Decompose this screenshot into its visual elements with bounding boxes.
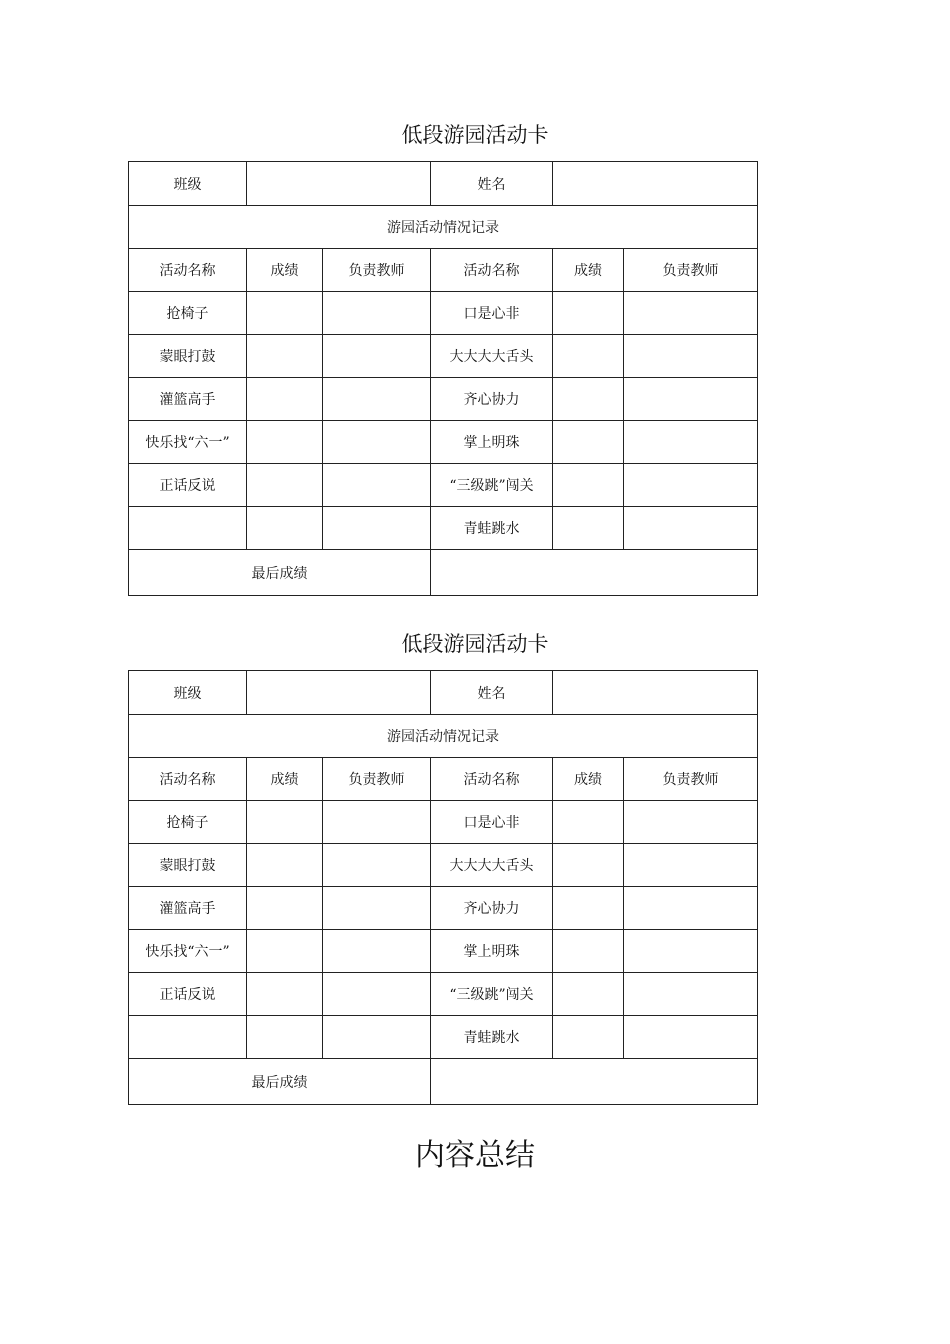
teacher-header: 负责教师 [323, 249, 431, 292]
activity-name-cell: 掌上明珠 [431, 421, 553, 464]
info-row [129, 671, 758, 715]
name-label: 姓名 [431, 671, 553, 715]
table-row [129, 887, 758, 930]
class-field[interactable] [247, 671, 431, 715]
column-header-row [129, 758, 758, 801]
record-header: 游园活动情况记录 [129, 715, 758, 758]
activity-card-table [128, 670, 758, 1105]
activity-name-cell: 灌篮高手 [129, 887, 247, 930]
teacher-cell[interactable] [323, 292, 431, 335]
activity-name-cell: 快乐找“六一” [129, 421, 247, 464]
teacher-cell[interactable] [323, 507, 431, 550]
score-cell[interactable] [247, 378, 323, 421]
teacher-header: 负责教师 [624, 758, 758, 801]
score-header: 成绩 [247, 249, 323, 292]
final-score-field[interactable] [431, 550, 758, 596]
score-cell[interactable] [247, 464, 323, 507]
column-header-row [129, 249, 758, 292]
activity-name-cell: 抢椅子 [129, 801, 247, 844]
activity-name-header: 活动名称 [129, 758, 247, 801]
activity-name-cell: 抢椅子 [129, 292, 247, 335]
score-header: 成绩 [247, 758, 323, 801]
class-field[interactable] [247, 162, 431, 206]
activity-name-cell [129, 507, 247, 550]
score-cell[interactable] [247, 421, 323, 464]
score-cell[interactable] [553, 464, 624, 507]
teacher-cell[interactable] [624, 464, 758, 507]
name-field[interactable] [553, 162, 758, 206]
activity-name-cell: 青蛙跳水 [431, 1016, 553, 1059]
score-cell[interactable] [553, 973, 624, 1016]
name-field[interactable] [553, 671, 758, 715]
activity-name-cell: 齐心协力 [431, 887, 553, 930]
score-cell[interactable] [553, 887, 624, 930]
score-cell[interactable] [247, 887, 323, 930]
score-cell[interactable] [553, 1016, 624, 1059]
activity-name-header: 活动名称 [129, 249, 247, 292]
score-cell[interactable] [247, 1016, 323, 1059]
activity-name-cell: “三级跳”闯关 [431, 973, 553, 1016]
table-row [129, 1016, 758, 1059]
score-header: 成绩 [553, 249, 624, 292]
score-cell[interactable] [247, 507, 323, 550]
activity-card-table [128, 161, 758, 596]
activity-name-cell: 掌上明珠 [431, 930, 553, 973]
teacher-cell[interactable] [624, 378, 758, 421]
score-cell[interactable] [247, 844, 323, 887]
score-cell[interactable] [553, 844, 624, 887]
activity-name-cell: 蒙眼打鼓 [129, 335, 247, 378]
record-header-row [129, 715, 758, 758]
score-cell[interactable] [247, 292, 323, 335]
table-row [129, 421, 758, 464]
table-row [129, 507, 758, 550]
teacher-cell[interactable] [323, 1016, 431, 1059]
final-score-field[interactable] [431, 1059, 758, 1105]
score-cell[interactable] [247, 801, 323, 844]
table-row [129, 292, 758, 335]
activity-name-cell: 大大大大舌头 [431, 335, 553, 378]
activity-name-cell: 大大大大舌头 [431, 844, 553, 887]
teacher-cell[interactable] [624, 844, 758, 887]
table-row [129, 844, 758, 887]
teacher-cell[interactable] [323, 378, 431, 421]
class-label: 班级 [129, 162, 247, 206]
score-cell[interactable] [247, 973, 323, 1016]
teacher-cell[interactable] [323, 421, 431, 464]
teacher-cell[interactable] [323, 335, 431, 378]
activity-name-cell: 正话反说 [129, 464, 247, 507]
teacher-header: 负责教师 [323, 758, 431, 801]
class-label: 班级 [129, 671, 247, 715]
teacher-cell[interactable] [624, 801, 758, 844]
teacher-cell[interactable] [624, 421, 758, 464]
activity-name-cell: 灌篮高手 [129, 378, 247, 421]
score-cell[interactable] [247, 930, 323, 973]
record-header-row [129, 206, 758, 249]
activity-name-cell [129, 1016, 247, 1059]
score-cell[interactable] [553, 421, 624, 464]
teacher-cell[interactable] [624, 973, 758, 1016]
activity-name-cell: 青蛙跳水 [431, 507, 553, 550]
score-cell[interactable] [553, 335, 624, 378]
record-header: 游园活动情况记录 [129, 206, 758, 249]
final-score-row [129, 1059, 758, 1105]
activity-name-cell: 齐心协力 [431, 378, 553, 421]
teacher-header: 负责教师 [624, 249, 758, 292]
teacher-cell[interactable] [323, 464, 431, 507]
final-score-label: 最后成绩 [129, 550, 431, 596]
score-cell[interactable] [553, 507, 624, 550]
score-cell[interactable] [553, 292, 624, 335]
teacher-cell[interactable] [624, 930, 758, 973]
score-cell[interactable] [553, 930, 624, 973]
table-row [129, 378, 758, 421]
teacher-cell[interactable] [323, 930, 431, 973]
card-title: 低段游园活动卡 [401, 123, 549, 147]
activity-name-header: 活动名称 [431, 249, 553, 292]
final-score-label: 最后成绩 [129, 1059, 431, 1105]
score-header: 成绩 [553, 758, 624, 801]
activity-name-cell: 快乐找“六一” [129, 930, 247, 973]
activity-name-cell: 口是心非 [431, 801, 553, 844]
teacher-cell[interactable] [624, 1016, 758, 1059]
activity-name-cell: “三级跳”闯关 [431, 464, 553, 507]
teacher-cell[interactable] [323, 844, 431, 887]
score-cell[interactable] [553, 801, 624, 844]
activity-name-header: 活动名称 [431, 758, 553, 801]
final-score-row [129, 550, 758, 596]
table-row [129, 801, 758, 844]
table-row [129, 335, 758, 378]
table-row [129, 464, 758, 507]
info-row [129, 162, 758, 206]
teacher-cell[interactable] [323, 973, 431, 1016]
table-row [129, 973, 758, 1016]
activity-name-cell: 正话反说 [129, 973, 247, 1016]
score-cell[interactable] [247, 335, 323, 378]
teacher-cell[interactable] [624, 507, 758, 550]
score-cell[interactable] [553, 378, 624, 421]
teacher-cell[interactable] [624, 335, 758, 378]
activity-name-cell: 口是心非 [431, 292, 553, 335]
table-row [129, 930, 758, 973]
activity-name-cell: 蒙眼打鼓 [129, 844, 247, 887]
summary-title: 内容总结 [415, 1138, 535, 1173]
teacher-cell[interactable] [323, 801, 431, 844]
card-title: 低段游园活动卡 [401, 632, 549, 656]
teacher-cell[interactable] [624, 887, 758, 930]
teacher-cell[interactable] [624, 292, 758, 335]
name-label: 姓名 [431, 162, 553, 206]
teacher-cell[interactable] [323, 887, 431, 930]
